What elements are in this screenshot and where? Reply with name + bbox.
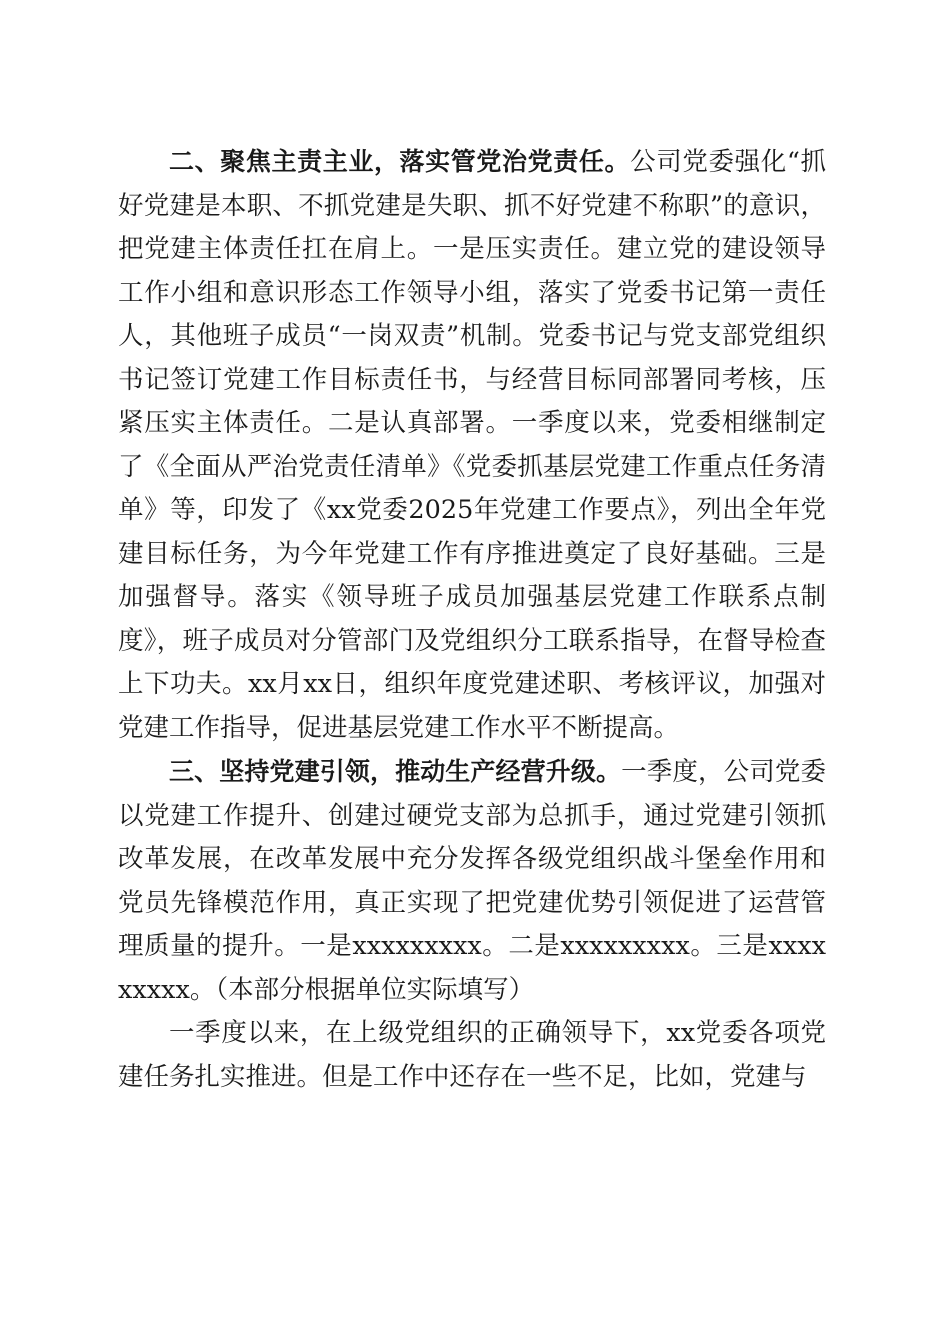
closing-paragraph: 一季度以来，在上级党组织的正确领导下，xx党委各项党建任务扎实推进。但是工作中还存在一些不足，比如，党建与: [118, 1018, 826, 1092]
document-page: [118, 140, 826, 1099]
section-three-body: 一季度，公司党委以党建工作提升、创建过硬党支部为总抓手，通过党建引领抓改革发展，在改革发展中充分发挥各级党组织战斗堡垒作用和党员先锋模范作用，真正实现了把党建优势引领促进了运营管理质量的提升。一是xxxxxxxxx。二是xxxxxxxxx。三是xxxxxxxxx。（本部分根据单位实际填写）: [118, 757, 826, 1005]
section-two-heading: 二、聚焦主责主业，落实管党治党责任。: [169, 147, 631, 176]
section-two-body: 公司党委强化“抓好党建是本职、不抓党建是失职、抓不好党建不称职”的意识，把党建主体责任扛在肩上。一是压实责任。建立党的建设领导工作小组和意识形态工作领导小组，落实了党委书记第一责任人，其他班子成员“一岗双责”机制。党委书记与党支部党组织书记签订党建工作目标责任书，与经营目标同部署同考核，压紧压实主体责任。二是认真部署。一季度以来，党委相继制定了《全面从严治党责任清单》《党委抓基层党建工作重点任务清单》等，印发了《xx党委2025年党建工作要点》，列出全年党建目标任务，为今年党建工作有序推进奠定了良好基础。三是加强督导。落实《领导班子成员加强基层党建工作联系点制度》，班子成员对分管部门及党组织分工联系指导，在督导检查上下功夫。xx月xx日，组织年度党建述职、考核评议，加强对党建工作指导，促进基层党建工作水平不断提高。: [118, 147, 826, 743]
section-two-paragraph: [118, 140, 826, 750]
section-three-paragraph: [118, 750, 826, 1012]
section-three-heading: 三、坚持党建引领，推动生产经营升级。: [169, 757, 622, 786]
